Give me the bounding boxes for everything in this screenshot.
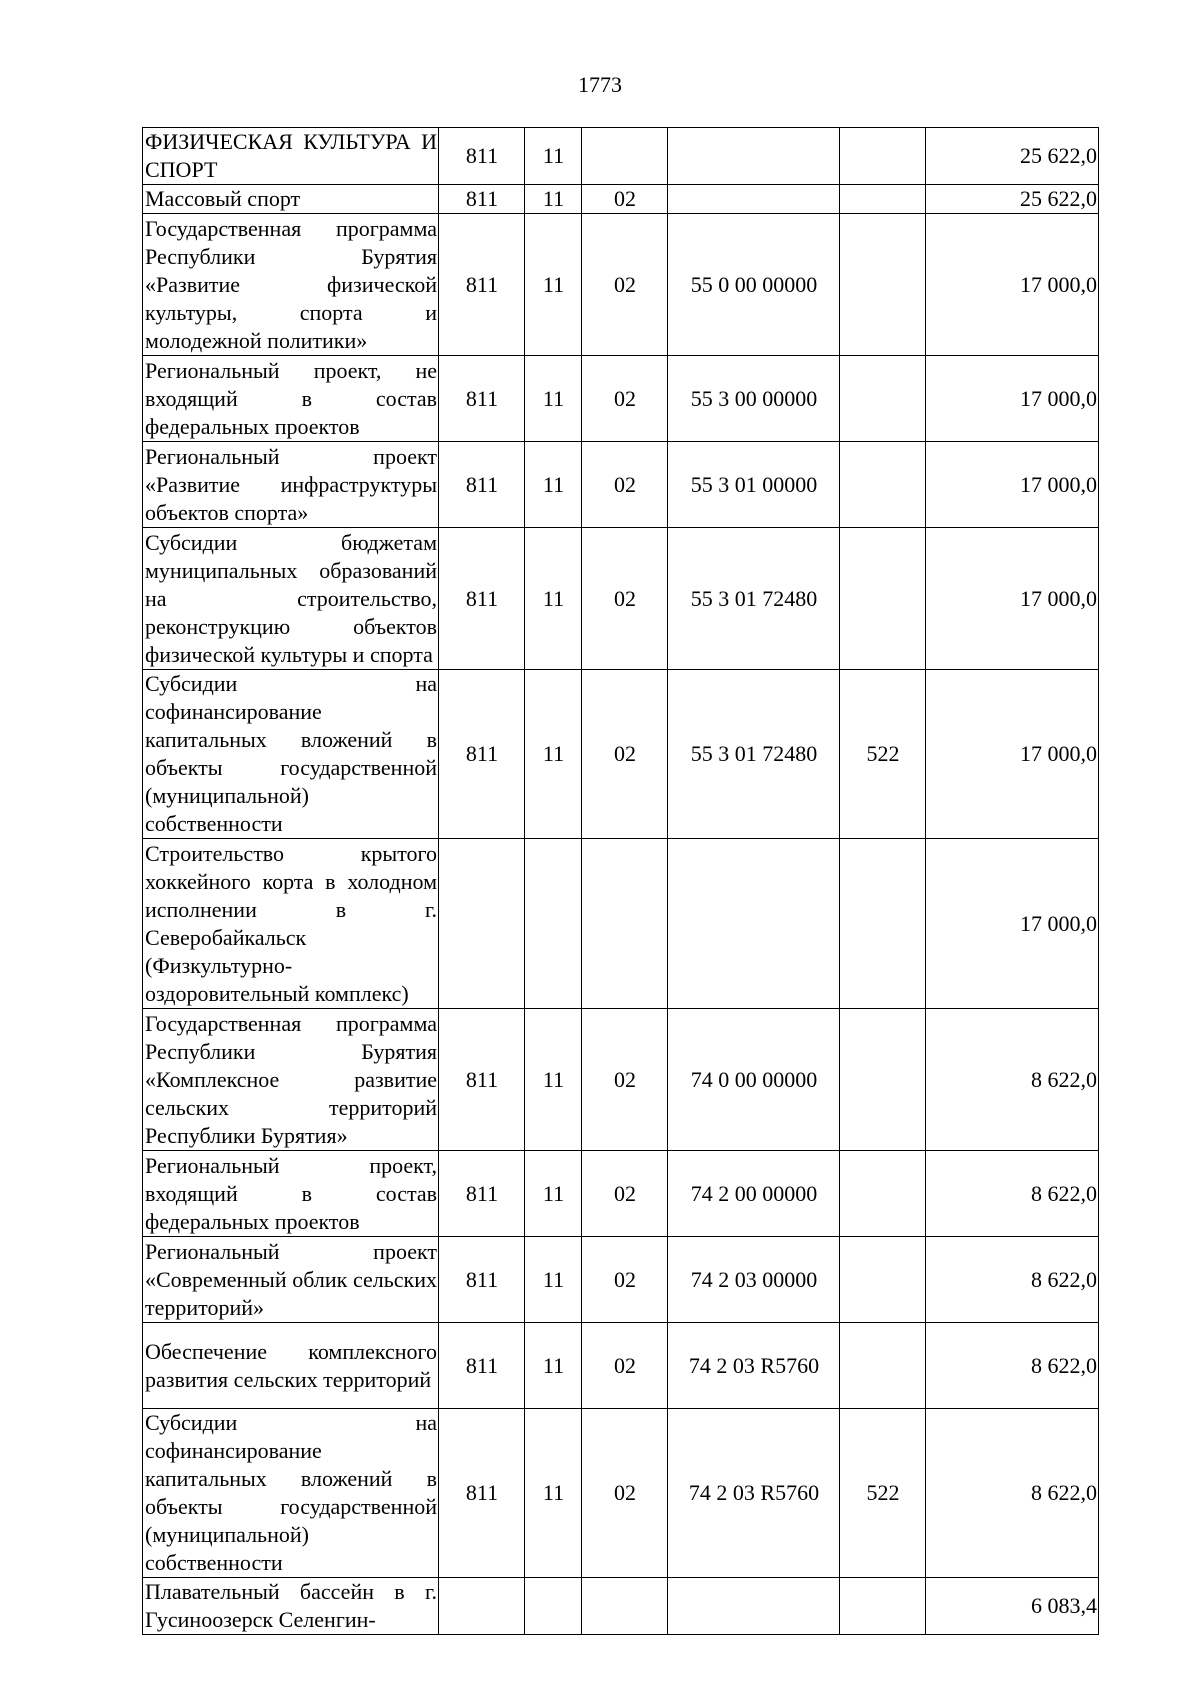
row-rz: 11 <box>525 1009 582 1151</box>
row-sum: 17 000,0 <box>926 356 1099 442</box>
row-ved: 811 <box>439 356 525 442</box>
row-csr <box>668 128 840 185</box>
row-vr <box>840 1323 926 1409</box>
row-csr <box>668 185 840 214</box>
row-sum: 8 622,0 <box>926 1323 1099 1409</box>
row-pr: 02 <box>582 214 668 356</box>
row-vr: 522 <box>840 1409 926 1578</box>
row-csr: 74 0 00 00000 <box>668 1009 840 1151</box>
row-ved: 811 <box>439 528 525 670</box>
row-vr <box>840 528 926 670</box>
row-sum: 8 622,0 <box>926 1009 1099 1151</box>
row-pr: 02 <box>582 1151 668 1237</box>
row-pr <box>582 128 668 185</box>
row-vr <box>840 185 926 214</box>
row-csr: 74 2 03 R5760 <box>668 1409 840 1578</box>
row-name: Плавательный бассейн в г. Гусиноозерск Селенгин- <box>143 1578 439 1635</box>
row-pr: 02 <box>582 670 668 839</box>
row-csr <box>668 1578 840 1635</box>
table-row <box>143 128 1099 185</box>
row-name: Государственная программа Республики Бурятия «Комплексное развитие сельских территорий Республики Бурятия» <box>143 1009 439 1151</box>
row-name: Массовый спорт <box>143 185 439 214</box>
row-name: Субсидии на софинансирование капитальных вложений в объекты государственной (муниципальной) собственности <box>143 1409 439 1578</box>
row-vr <box>840 1009 926 1151</box>
row-rz: 11 <box>525 1409 582 1578</box>
row-pr: 02 <box>582 442 668 528</box>
row-pr: 02 <box>582 1237 668 1323</box>
row-name: Региональный проект «Современный облик сельских территорий» <box>143 1237 439 1323</box>
table-row <box>143 1409 1099 1578</box>
row-name: Региональный проект «Развитие инфраструктуры объектов спорта» <box>143 442 439 528</box>
row-vr <box>840 839 926 1009</box>
row-pr: 02 <box>582 185 668 214</box>
row-csr: 55 0 00 00000 <box>668 214 840 356</box>
table-row <box>143 1578 1099 1635</box>
table-row <box>143 839 1099 1009</box>
row-sum: 8 622,0 <box>926 1409 1099 1578</box>
row-vr <box>840 356 926 442</box>
row-csr: 55 3 01 72480 <box>668 670 840 839</box>
row-rz <box>525 1578 582 1635</box>
row-rz: 11 <box>525 214 582 356</box>
row-sum: 25 622,0 <box>926 128 1099 185</box>
row-name: Строительство крытого хоккейного корта в холодном исполнении в г. Северобайкальск (Физкультурно-оздоровительный комплекс) <box>143 839 439 1009</box>
row-sum: 17 000,0 <box>926 442 1099 528</box>
row-rz: 11 <box>525 670 582 839</box>
row-pr: 02 <box>582 1409 668 1578</box>
row-vr <box>840 1151 926 1237</box>
row-sum: 8 622,0 <box>926 1237 1099 1323</box>
row-rz: 11 <box>525 128 582 185</box>
row-sum: 17 000,0 <box>926 839 1099 1009</box>
row-sum: 6 083,4 <box>926 1578 1099 1635</box>
row-vr <box>840 1237 926 1323</box>
row-vr <box>840 442 926 528</box>
row-csr <box>668 839 840 1009</box>
row-sum: 8 622,0 <box>926 1151 1099 1237</box>
row-rz: 11 <box>525 1237 582 1323</box>
table-row <box>143 356 1099 442</box>
row-vr: 522 <box>840 670 926 839</box>
row-rz: 11 <box>525 1151 582 1237</box>
table-row <box>143 214 1099 356</box>
row-rz: 11 <box>525 185 582 214</box>
row-ved: 811 <box>439 128 525 185</box>
row-sum: 17 000,0 <box>926 670 1099 839</box>
table-row <box>143 1237 1099 1323</box>
table-row <box>143 528 1099 670</box>
row-name: Региональный проект, входящий в состав федеральных проектов <box>143 1151 439 1237</box>
row-csr: 74 2 00 00000 <box>668 1151 840 1237</box>
row-csr: 55 3 00 00000 <box>668 356 840 442</box>
row-name: Государственная программа Республики Бурятия «Развитие физической культуры, спорта и молодежной политики» <box>143 214 439 356</box>
row-vr <box>840 128 926 185</box>
row-rz: 11 <box>525 356 582 442</box>
row-sum: 25 622,0 <box>926 185 1099 214</box>
row-name: Субсидии бюджетам муниципальных образований на строительство, реконструкцию объектов физической культуры и спорта <box>143 528 439 670</box>
row-name: Региональный проект, не входящий в состав федеральных проектов <box>143 356 439 442</box>
table-row <box>143 1009 1099 1151</box>
table-row <box>143 1323 1099 1409</box>
row-vr <box>840 214 926 356</box>
row-rz: 11 <box>525 442 582 528</box>
table-row <box>143 670 1099 839</box>
row-ved <box>439 1578 525 1635</box>
row-rz: 11 <box>525 528 582 670</box>
row-pr: 02 <box>582 1323 668 1409</box>
row-csr: 55 3 01 72480 <box>668 528 840 670</box>
row-sum: 17 000,0 <box>926 528 1099 670</box>
row-sum: 17 000,0 <box>926 214 1099 356</box>
row-name: Субсидии на софинансирование капитальных вложений в объекты государственной (муниципальной) собственности <box>143 670 439 839</box>
row-ved: 811 <box>439 442 525 528</box>
row-pr: 02 <box>582 1009 668 1151</box>
row-name: Обеспечение комплексного развития сельских территорий <box>143 1323 439 1409</box>
page-number: 1773 <box>578 72 622 97</box>
row-pr: 02 <box>582 356 668 442</box>
row-vr <box>840 1578 926 1635</box>
row-pr <box>582 839 668 1009</box>
row-ved: 811 <box>439 670 525 839</box>
row-csr: 55 3 01 00000 <box>668 442 840 528</box>
row-ved <box>439 839 525 1009</box>
row-ved: 811 <box>439 1009 525 1151</box>
row-rz <box>525 839 582 1009</box>
row-ved: 811 <box>439 214 525 356</box>
row-ved: 811 <box>439 1151 525 1237</box>
table-row <box>143 442 1099 528</box>
row-ved: 811 <box>439 1323 525 1409</box>
row-ved: 811 <box>439 185 525 214</box>
row-rz: 11 <box>525 1323 582 1409</box>
row-csr: 74 2 03 00000 <box>668 1237 840 1323</box>
row-pr: 02 <box>582 528 668 670</box>
budget-table <box>142 127 1099 1635</box>
table-row <box>143 185 1099 214</box>
row-csr: 74 2 03 R5760 <box>668 1323 840 1409</box>
row-ved: 811 <box>439 1409 525 1578</box>
row-name: ФИЗИЧЕСКАЯ КУЛЬТУРА И СПОРТ <box>143 128 439 185</box>
row-pr <box>582 1578 668 1635</box>
row-ved: 811 <box>439 1237 525 1323</box>
table-row <box>143 1151 1099 1237</box>
